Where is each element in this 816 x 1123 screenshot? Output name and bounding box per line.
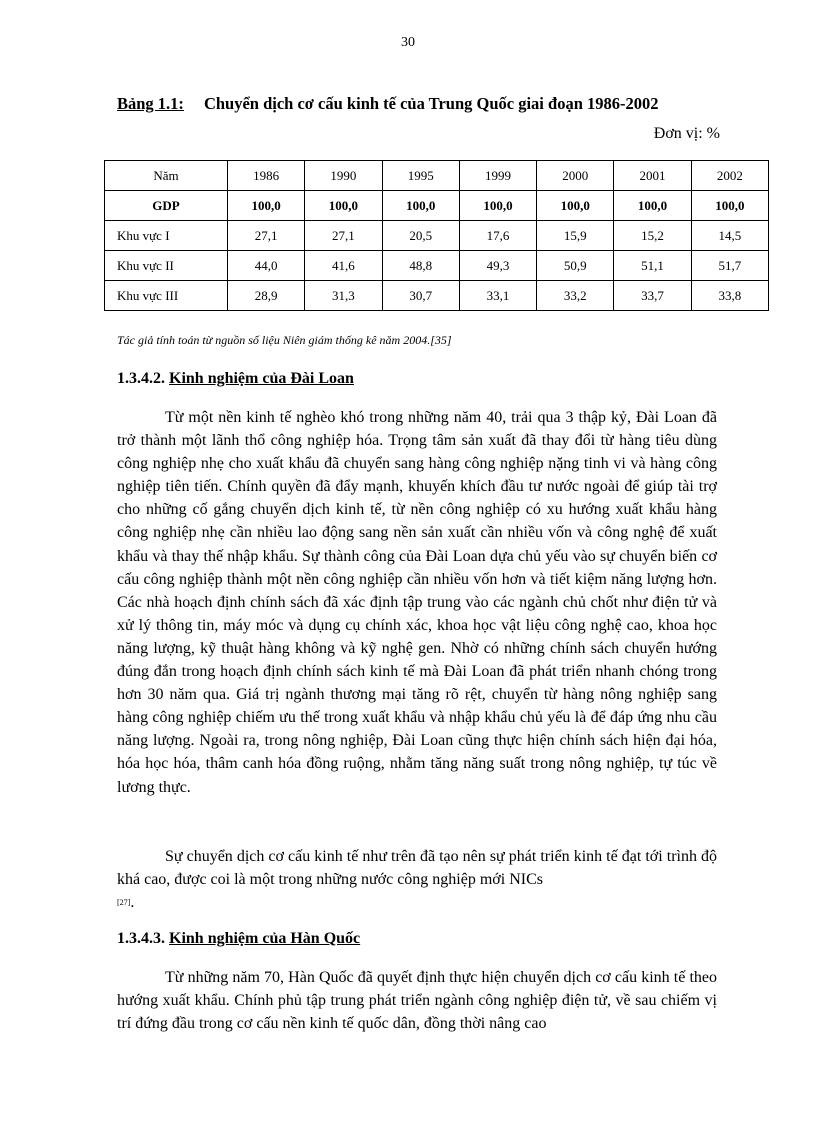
table-cell: 33,2 — [537, 281, 614, 311]
table-cell: 100,0 — [382, 191, 459, 221]
citation-ref: [27] — [117, 898, 131, 908]
section-title: Kinh nghiệm của Đài Loan — [169, 370, 354, 387]
header-cell: Năm — [105, 161, 228, 191]
table-cell: 14,5 — [691, 221, 768, 251]
table-cell: 33,1 — [459, 281, 536, 311]
economic-structure-table — [104, 160, 769, 311]
table-cell: 51,1 — [614, 251, 691, 281]
row-label: Khu vực I — [105, 221, 228, 251]
table-cell: 20,5 — [382, 221, 459, 251]
table-cell: 30,7 — [382, 281, 459, 311]
header-cell: 2001 — [614, 161, 691, 191]
paragraph-text: Sự chuyển dịch cơ cấu kinh tế như trên đã tạo nên sự phát triển kinh tế đạt tới trình độ khá cao, được coi là một trong những nước công nghiệp mới NICs — [117, 848, 717, 889]
table-cell: 48,8 — [382, 251, 459, 281]
table-cell: 28,9 — [228, 281, 305, 311]
table-cell: 41,6 — [305, 251, 382, 281]
table-cell: 27,1 — [305, 221, 382, 251]
table-row — [105, 221, 769, 251]
header-cell: 2002 — [691, 161, 768, 191]
table-header-row — [105, 161, 769, 191]
table-row — [105, 281, 769, 311]
table-cell: 44,0 — [228, 251, 305, 281]
table-cell: 31,3 — [305, 281, 382, 311]
table-cell: 49,3 — [459, 251, 536, 281]
row-label: Khu vực II — [105, 251, 228, 281]
header-cell: 2000 — [537, 161, 614, 191]
table-cell: 15,9 — [537, 221, 614, 251]
section-heading-korea — [117, 930, 360, 948]
table-cell: 51,7 — [691, 251, 768, 281]
table-row — [105, 251, 769, 281]
row-label: Khu vực III — [105, 281, 228, 311]
table-cell: 17,6 — [459, 221, 536, 251]
header-cell: 1986 — [228, 161, 305, 191]
page-number: 30 — [401, 35, 415, 50]
table-caption: Chuyển dịch cơ cấu kinh tế của Trung Quốc giai đoạn 1986-2002 — [203, 94, 659, 113]
header-cell: 1995 — [382, 161, 459, 191]
table-cell: 100,0 — [305, 191, 382, 221]
table-cell: 100,0 — [459, 191, 536, 221]
section-heading-taiwan — [117, 370, 354, 388]
table-cell: 27,1 — [228, 221, 305, 251]
table-cell: 100,0 — [691, 191, 768, 221]
paragraph-taiwan-1: Từ một nền kinh tế nghèo khó trong những năm 40, trải qua 3 thập kỷ, Đài Loan đã trở thành một lãnh thổ công nghiệp hóa. Trọng tâm sản xuất đã thay đổi từ hàng tiêu dùng công nghiệp nhẹ cho xuất khẩu đã chuyển sang hàng công nghiệp nặng tinh vi và hàng công nghiệp tiên tiến. Chính quyền đã đẩy mạnh, khuyến khích đầu tư nước ngoài để giúp tài trợ cho những cố gắng chuyển dịch kinh tế, từ nền công nghiệp có xu hướng xuất khẩu hàng công nghiệp nhẹ cần nhiều lao động sang nền sản xuất cần nhiều vốn và công nghệ để xuất khẩu và thay thế nhập khẩu. Sự thành công của Đài Loan dựa chủ yếu vào sự chuyển biến cơ cấu công nghiệp thành một nền công nghiệp cần nhiều vốn hơn và tiết kiệm năng lượng hơn. Các nhà hoạch định chính sách đã xác định tập trung vào các ngành chủ chốt như điện tử và xử lý thông tin, máy móc và dụng cụ chính xác, khoa học vật liệu công nghệ cao, khoa học năng lượng, kỹ thuật hàng không và kỹ nghệ gen. Nhờ có những chính sách chuyển hướng đúng đắn trong hoạch định chính sách kinh tế mà Đài Loan đã phát triển nhanh chóng trong hơn 30 năm qua. Giá trị ngành thương mại tăng rõ rệt, chuyển từ hàng nông nghiệp sang hàng công nghiệp chiếm ưu thế trong xuất khẩu và nhập khẩu chủ yếu là để đáp ứng nhu cầu năng lượng. Ngoài ra, trong nông nghiệp, Đài Loan cũng thực hiện chính sách hiện đại hóa, hóa học hóa, thâm canh hóa đồng ruộng, nhằm tăng năng suất trong nông nghiệp, tự túc về lương thực. — [117, 409, 717, 796]
table-cell: 50,9 — [537, 251, 614, 281]
table-cell: 33,7 — [614, 281, 691, 311]
table-title — [117, 94, 659, 114]
table-cell: 100,0 — [614, 191, 691, 221]
section-number: 1.3.4.3. — [117, 930, 165, 947]
header-cell: 1999 — [459, 161, 536, 191]
paragraph-end: . — [130, 894, 135, 912]
row-label: GDP — [105, 191, 228, 221]
header-cell: 1990 — [305, 161, 382, 191]
table-source-note: Tác giả tính toán từ nguồn số liệu Niên giám thống kê năm 2004.[35] — [117, 333, 452, 347]
table-unit: Đơn vị: % — [653, 125, 720, 142]
table-label: Bảng 1.1: — [117, 94, 184, 113]
table-cell: 100,0 — [537, 191, 614, 221]
table-cell: 15,2 — [614, 221, 691, 251]
paragraph-taiwan-2 — [117, 845, 717, 914]
paragraph-korea-1: Từ những năm 70, Hàn Quốc đã quyết định thực hiện chuyển dịch cơ cấu kinh tế theo hướng xuất khẩu. Chính phủ tập trung phát triển ngành công nghiệp điện tử, về sau chiếm vị trí đứng đầu trong cơ cấu nền kinh tế quốc dân, đồng thời nâng cao — [117, 969, 717, 1033]
section-number: 1.3.4.2. — [117, 370, 165, 387]
table-row — [105, 191, 769, 221]
table-cell: 33,8 — [691, 281, 768, 311]
table-cell: 100,0 — [228, 191, 305, 221]
section-title: Kinh nghiệm của Hàn Quốc — [169, 930, 361, 947]
